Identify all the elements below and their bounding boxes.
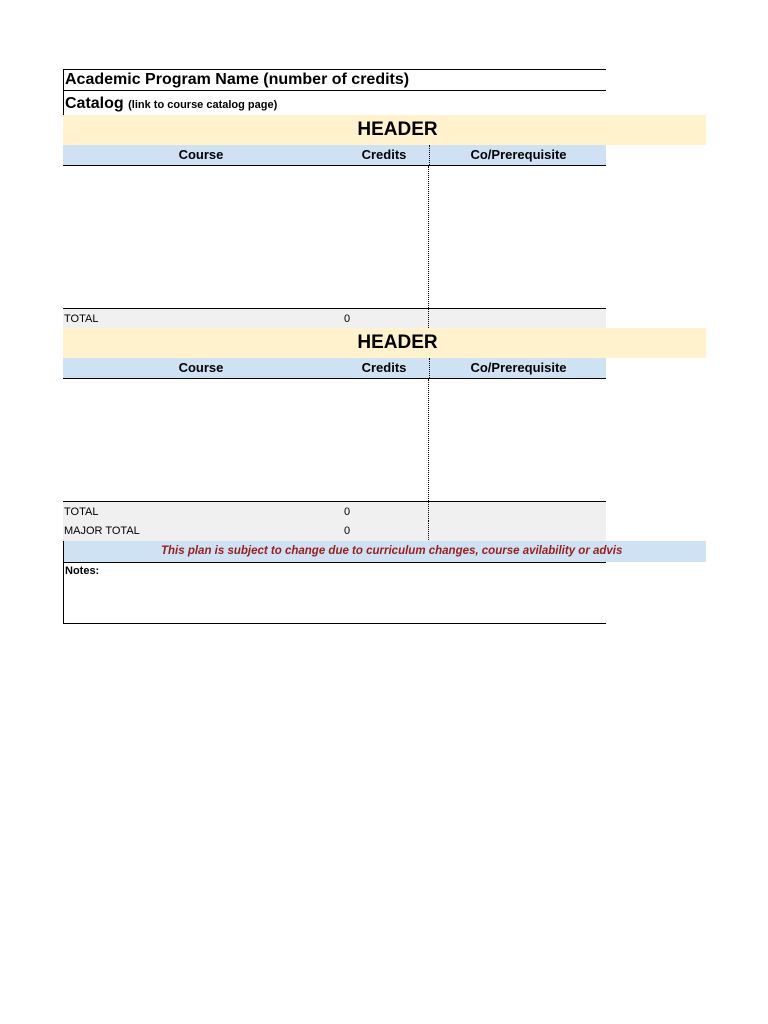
catalog-row [63,90,606,115]
section-1-total-credits: 0 [344,313,351,325]
program-title [63,69,606,90]
catalog-link-note[interactable]: (link to course catalog page) [128,99,278,111]
column-prerequisite: Co/Prerequisite [429,145,607,165]
section-1-course-area[interactable] [63,166,606,308]
major-total-credits: 0 [344,525,351,537]
catalog-label: Catalog [65,95,124,112]
column-credits: Credits [361,147,407,162]
notes-box[interactable] [63,562,606,624]
column-course: Course [178,360,224,375]
section-2-header [63,328,706,358]
disclaimer-text: This plan is subject to change due to curriculum changes, course avilability or advis [161,545,623,557]
section-2-total-label: TOTAL [64,506,99,518]
section-2-total-row [63,501,606,522]
section-2-column-header [63,358,606,379]
major-total-row [63,521,606,542]
section-2-total-credits: 0 [344,506,351,518]
section-2-total-prereq-cell [428,502,607,521]
notes-label: Notes: [65,565,100,577]
major-total-label: MAJOR TOTAL [64,525,140,537]
section-1-header [63,115,706,145]
section-1-total-label: TOTAL [64,313,99,325]
column-prerequisite: Co/Prerequisite [429,358,607,378]
program-title-text: Academic Program Name (number of credits) [65,71,410,88]
section-1-column-divider [428,166,429,308]
column-credits: Credits [361,360,407,375]
section-1-header-text: HEADER [357,119,438,140]
column-course: Course [178,147,224,162]
section-2-course-area[interactable] [63,379,606,501]
section-1-total-row [63,308,606,329]
disclaimer-banner [63,541,706,562]
section-1-total-prereq-cell [428,309,607,328]
section-2-header-text: HEADER [357,332,438,353]
section-1-column-header [63,145,606,166]
section-2-column-divider [428,379,429,501]
major-total-prereq-cell [428,521,607,540]
